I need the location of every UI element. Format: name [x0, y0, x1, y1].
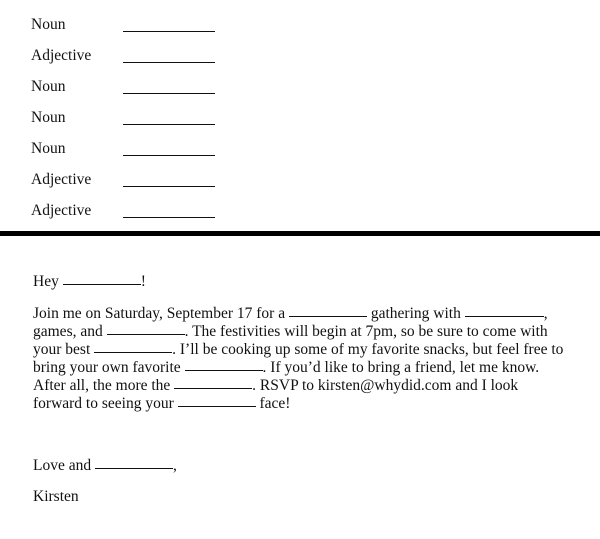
blank-closing — [95, 467, 173, 469]
body-text: your best — [33, 341, 95, 358]
body-line-2 — [33, 323, 548, 341]
body-line-5 — [33, 377, 518, 395]
body-text: After all, the more the — [33, 377, 175, 394]
body-text: . I’ll be cooking up some of my favorite snacks, but feel free to — [172, 341, 564, 358]
word-label: Adjective — [31, 47, 92, 64]
greeting-punct: ! — [140, 273, 146, 290]
blank-noun — [94, 351, 172, 353]
body-text: gathering with — [366, 305, 465, 322]
word-blank — [123, 93, 215, 94]
word-label: Noun — [31, 109, 66, 126]
word-blank — [123, 155, 215, 156]
blank-adjective — [289, 315, 367, 317]
letter-greeting — [33, 273, 146, 291]
closing-text: Love and — [33, 457, 95, 474]
blank-name — [63, 283, 141, 285]
body-text: bring your own favorite — [33, 359, 185, 376]
body-text: forward to seeing your — [33, 395, 178, 412]
greeting-text: Hey — [33, 273, 63, 290]
word-row-adjective-2 — [0, 170, 600, 201]
letter-signature: Kirsten — [33, 488, 79, 505]
blank-adjective — [174, 387, 252, 389]
word-label: Adjective — [31, 202, 92, 219]
word-blank — [123, 217, 215, 218]
word-row-noun-2 — [0, 77, 600, 108]
blank-adjective — [178, 405, 256, 407]
blank-noun — [465, 315, 544, 317]
body-text: , — [543, 305, 548, 322]
word-row-noun-1 — [0, 15, 600, 46]
section-divider — [0, 231, 600, 236]
word-label: Noun — [31, 78, 66, 95]
body-text: face! — [255, 395, 291, 412]
body-text: . RSVP to kirsten@whydid.com and I look — [252, 377, 519, 394]
body-line-3 — [33, 341, 563, 359]
body-text: . If you’d like to bring a friend, let me know. — [262, 359, 540, 376]
word-blank — [123, 186, 215, 187]
word-blank — [123, 62, 215, 63]
word-label: Noun — [31, 140, 66, 157]
word-row-adjective-3 — [0, 201, 600, 232]
word-row-adjective-1 — [0, 46, 600, 77]
word-blank — [123, 31, 215, 32]
word-row-noun-4 — [0, 139, 600, 170]
closing-punct: , — [172, 457, 177, 474]
letter-closing — [33, 457, 177, 475]
body-text: Join me on Saturday, September 17 for a — [33, 305, 289, 322]
blank-noun — [107, 333, 185, 335]
body-text: games, and — [33, 323, 107, 340]
body-line-4 — [33, 359, 539, 377]
body-line-6 — [33, 395, 290, 413]
word-list — [0, 0, 600, 232]
body-text: . The festivities will begin at 7pm, so be sure to come with — [184, 323, 548, 340]
word-blank — [123, 124, 215, 125]
word-row-noun-3 — [0, 108, 600, 139]
word-label: Adjective — [31, 171, 92, 188]
body-line-1 — [33, 305, 548, 323]
blank-noun — [185, 369, 263, 371]
word-label: Noun — [31, 16, 66, 33]
